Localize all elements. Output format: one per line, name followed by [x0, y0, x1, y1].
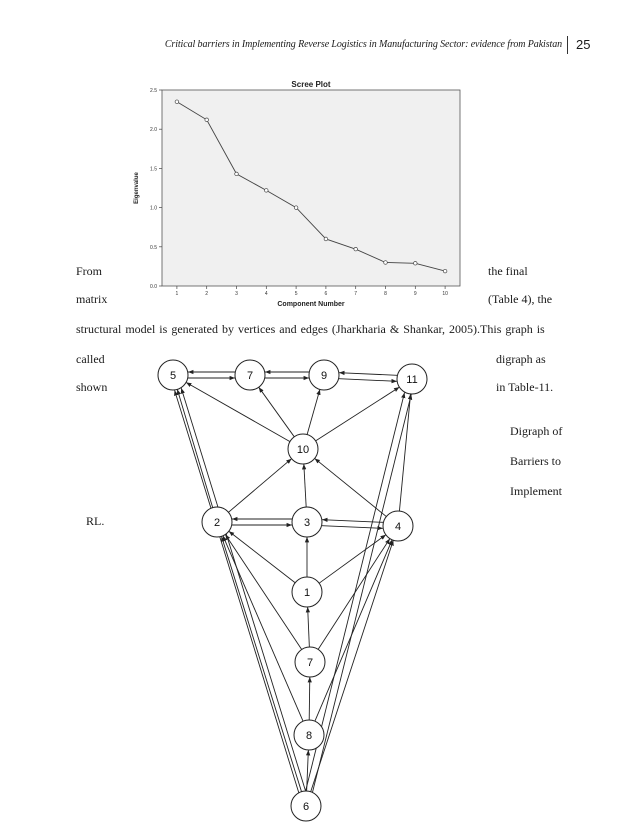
edge-6-to-2 — [221, 536, 301, 791]
body-text-table-4: (Table 4), the — [488, 292, 553, 306]
y-tick-label: 0.0 — [150, 284, 157, 290]
x-tick-label: 7 — [354, 291, 358, 297]
data-point — [205, 118, 209, 122]
edge-10-to-9 — [307, 389, 320, 434]
caption-line-3: Implement — [510, 484, 562, 498]
data-point — [175, 100, 179, 104]
data-point — [294, 206, 298, 210]
data-point — [414, 261, 418, 265]
edge-8-to-7b — [309, 677, 310, 720]
node-label-3: 3 — [303, 517, 311, 529]
running-header — [0, 36, 638, 56]
node-label-7a: 7 — [246, 370, 254, 382]
edge-7b-to-4 — [318, 539, 390, 650]
edge-6-to-11 — [313, 394, 412, 792]
caption-line-1: Digraph of — [510, 424, 563, 438]
node-label-4: 4 — [394, 521, 402, 533]
x-tick-label: 3 — [235, 291, 238, 297]
x-tick-label: 4 — [264, 291, 268, 297]
caption-line-2: Barriers to — [510, 454, 561, 468]
x-tick-label: 2 — [205, 291, 209, 297]
y-axis-label: Eigenvalue — [134, 172, 140, 204]
node-label-1: 1 — [303, 587, 311, 599]
data-point — [443, 269, 447, 273]
node-label-9: 9 — [320, 370, 328, 382]
chart-title: Scree Plot — [291, 80, 331, 89]
edge-10-to-11 — [316, 387, 400, 441]
node-label-5: 5 — [169, 370, 177, 382]
y-tick-label: 2.0 — [150, 127, 157, 134]
edge-3-to-10 — [304, 464, 306, 507]
node-label-10: 10 — [296, 444, 310, 456]
edge-2-to-5 — [177, 389, 212, 507]
edge-4-to-11 — [399, 394, 410, 511]
y-tick-label: 1.5 — [150, 166, 157, 173]
body-text-shown: shown — [76, 380, 108, 394]
node-label-11: 11 — [406, 374, 418, 386]
header-divider — [567, 36, 568, 54]
edge-6-to-5 — [181, 388, 305, 790]
edge-3-to-4 — [322, 526, 383, 529]
body-text-in-table-11: in Table-11. — [496, 380, 554, 394]
x-tick-label: 9 — [413, 291, 417, 297]
edge-10-to-5 — [186, 382, 290, 441]
page-number: 25 — [576, 37, 591, 52]
node-label-6: 6 — [302, 801, 310, 813]
edge-10-to-7a — [259, 387, 295, 437]
edge-4-to-3 — [322, 520, 383, 523]
body-text-structural-model: structural model is generated by vertices and edges (Jharkharia & Shankar, 2005).This graph is — [76, 322, 545, 336]
barriers-digraph — [136, 352, 476, 826]
data-point — [384, 261, 388, 265]
edge-7b-to-1 — [308, 607, 310, 647]
y-tick-label: 0.5 — [150, 244, 157, 251]
body-text-called: called — [76, 352, 105, 366]
body-text-from: From — [76, 264, 103, 278]
caption-line-4: RL. — [86, 514, 105, 528]
data-point — [235, 172, 239, 176]
x-tick-label: 10 — [442, 291, 448, 297]
data-point — [354, 247, 358, 251]
node-label-8: 8 — [305, 730, 313, 742]
running-title: Critical barriers in Implementing Reverse Logistics in Manufacturing Sector: evidence from Pakistan — [164, 39, 562, 50]
edge-8-to-4 — [315, 540, 392, 721]
edge-1-to-4 — [319, 535, 386, 583]
body-text-matrix: matrix — [76, 292, 108, 306]
data-point — [265, 189, 269, 193]
body-text-digraph-as: digraph as — [496, 352, 546, 366]
node-label-7b: 7 — [306, 657, 314, 669]
x-tick-label: 5 — [294, 291, 298, 297]
edge-11-to-9 — [339, 373, 397, 376]
y-tick-label: 2.5 — [150, 88, 157, 94]
node-label-2: 2 — [213, 517, 221, 529]
y-tick-label: 1.0 — [150, 205, 157, 212]
edge-6-to-5 — [175, 390, 299, 792]
x-tick-label: 6 — [324, 291, 328, 297]
edge-9-to-11 — [339, 379, 397, 382]
scree-plot-chart — [126, 78, 474, 310]
data-point — [324, 237, 328, 241]
x-axis-label: Component Number — [277, 301, 345, 308]
x-tick-label: 8 — [384, 291, 387, 297]
x-tick-label: 1 — [175, 291, 179, 297]
body-text-the-final: the final — [488, 264, 528, 278]
edge-2-to-10 — [228, 459, 291, 513]
